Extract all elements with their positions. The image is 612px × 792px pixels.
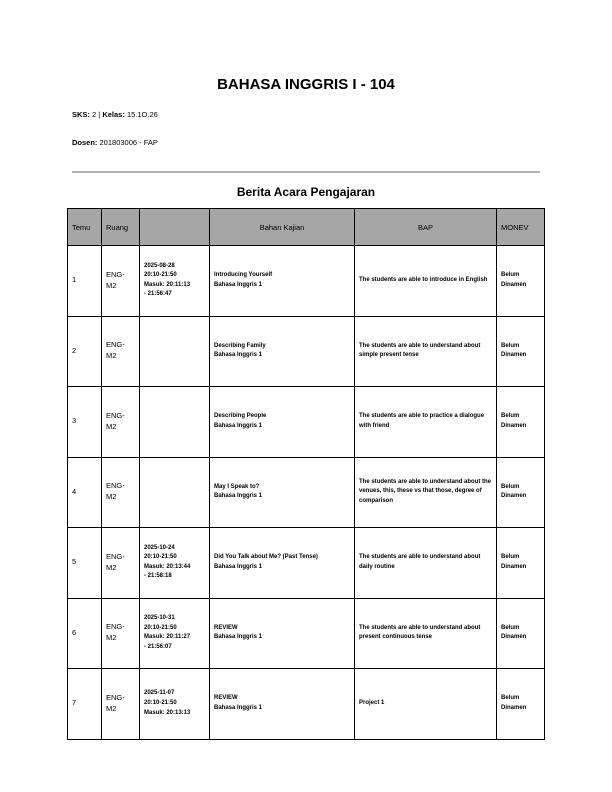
temu-cell: 5: [68, 528, 102, 599]
sks-value: 2: [92, 110, 97, 119]
monev-line: Dinamen: [501, 493, 527, 500]
monev-line: Belum: [501, 413, 520, 420]
monev-line: Dinamen: [501, 281, 527, 288]
bahan-line: Bahasa Inggris 1: [214, 634, 263, 641]
bahan-line: Bahasa Inggris 1: [214, 493, 263, 500]
waktu-cell: [140, 316, 210, 387]
table-row: [68, 528, 545, 599]
table-row: [68, 598, 545, 669]
sks-label: SKS:: [72, 110, 90, 119]
ruang-cell: ENG-M2: [102, 246, 140, 317]
bahan-line: Bahasa Inggris 1: [214, 704, 263, 711]
bap-cell: The students are able to understand about the venues, this, these vs that those, degree of comparison: [355, 457, 497, 528]
waktu-line: Masuk: 20:11:13: [144, 281, 191, 288]
ruang-cell: ENG-M2: [102, 528, 140, 599]
bahan-line: Bahasa Inggris 1: [214, 563, 263, 570]
course-info-line: [72, 110, 158, 119]
waktu-line: - 21:56:07: [144, 643, 172, 650]
bahan-line: Describing People: [214, 413, 267, 420]
temu-cell: 3: [68, 387, 102, 458]
col-header-waktu: [140, 209, 210, 246]
bahan-line: Describing Family: [214, 342, 266, 349]
monev-line: Dinamen: [501, 704, 527, 711]
bap-cell: The students are able to introduce in English: [355, 246, 497, 317]
bahan-line: Bahasa Inggris 1: [214, 352, 263, 359]
waktu-line: 20:10-21:50: [144, 624, 177, 631]
waktu-line: Masuk: 20:11:27: [144, 634, 191, 641]
waktu-cell: [140, 528, 210, 599]
col-header-bap: BAP: [355, 209, 497, 246]
table-header-row: [68, 209, 545, 246]
section-title: Berita Acara Pengajaran: [236, 185, 376, 199]
table-row: [68, 669, 545, 740]
monev-cell: [497, 598, 545, 669]
ruang-cell: ENG-M2: [102, 669, 140, 740]
monev-cell: [497, 246, 545, 317]
monev-line: Dinamen: [501, 563, 527, 570]
ruang-cell: ENG-M2: [102, 457, 140, 528]
divider: [72, 171, 540, 173]
bahan-kajian-cell: [210, 669, 355, 740]
monev-line: Belum: [501, 695, 520, 702]
bahan-kajian-cell: [210, 598, 355, 669]
waktu-line: - 21:56:47: [144, 291, 172, 298]
waktu-cell: [140, 246, 210, 317]
waktu-line: 2025-10-24: [144, 544, 175, 551]
col-header-bahan-kajian: Bahan Kajian: [210, 209, 355, 246]
waktu-line: 2025-10-31: [144, 615, 175, 622]
waktu-line: Masuk: 20:13:13: [144, 709, 191, 716]
waktu-cell: [140, 457, 210, 528]
waktu-cell: [140, 669, 210, 740]
monev-line: Dinamen: [501, 634, 527, 641]
monev-cell: [497, 528, 545, 599]
monev-line: Dinamen: [501, 422, 527, 429]
col-header-monev: MONEV: [497, 209, 545, 246]
waktu-line: 20:10-21:50: [144, 699, 177, 706]
temu-cell: 6: [68, 598, 102, 669]
monev-line: Belum: [501, 342, 520, 349]
monev-cell: [497, 457, 545, 528]
bahan-line: May I Speak to?: [214, 483, 260, 490]
bap-cell: Project 1: [355, 669, 497, 740]
monev-cell: [497, 387, 545, 458]
waktu-line: 20:10-21:50: [144, 554, 177, 561]
waktu-cell: [140, 387, 210, 458]
waktu-line: 2025-11-07: [144, 690, 175, 697]
kelas-value: 15.1O.26: [126, 110, 158, 119]
bahan-line: REVIEW: [214, 695, 238, 702]
dosen-label: Dosen:: [72, 138, 98, 147]
bahan-line: REVIEW: [214, 624, 238, 631]
monev-line: Dinamen: [501, 352, 527, 359]
bahan-line: Bahasa Inggris 1: [214, 422, 263, 429]
waktu-line: - 21:58:18: [144, 573, 172, 580]
col-header-temu: Temu: [68, 209, 102, 246]
bahan-kajian-cell: [210, 528, 355, 599]
bahan-line: Introducing Yourself: [214, 272, 273, 279]
table-row: [68, 246, 545, 317]
bahan-kajian-cell: [210, 387, 355, 458]
monev-line: Belum: [501, 483, 520, 490]
bap-cell: The students are able to understand about simple present tense: [355, 316, 497, 387]
table-row: [68, 457, 545, 528]
bahan-line: Did You Talk about Me? (Past Tense): [214, 554, 318, 561]
col-header-ruang: Ruang: [102, 209, 140, 246]
waktu-line: Masuk: 20:13:44: [144, 563, 191, 570]
table-row: [68, 316, 545, 387]
bap-cell: The students are able to understand about present continuous tense: [355, 598, 497, 669]
bap-table: [67, 208, 545, 740]
monev-cell: [497, 669, 545, 740]
waktu-line: 20:10-21:50: [144, 272, 177, 279]
temu-cell: 1: [68, 246, 102, 317]
bahan-kajian-cell: [210, 246, 355, 317]
ruang-cell: ENG-M2: [102, 387, 140, 458]
separator: |: [98, 110, 101, 119]
bahan-kajian-cell: [210, 457, 355, 528]
monev-cell: [497, 316, 545, 387]
monev-line: Belum: [501, 272, 520, 279]
waktu-cell: [140, 598, 210, 669]
monev-line: Belum: [501, 554, 520, 561]
lecturer-info-line: [72, 138, 158, 147]
temu-cell: 2: [68, 316, 102, 387]
kelas-label: Kelas:: [102, 110, 125, 119]
temu-cell: 4: [68, 457, 102, 528]
bahan-kajian-cell: [210, 316, 355, 387]
page-title: BAHASA INGGRIS I - 104: [217, 76, 395, 93]
monev-line: Belum: [501, 624, 520, 631]
table-row: [68, 387, 545, 458]
ruang-cell: ENG-M2: [102, 316, 140, 387]
bahan-line: Bahasa Inggris 1: [214, 281, 263, 288]
temu-cell: 7: [68, 669, 102, 740]
bap-cell: The students are able to practice a dialogue with friend: [355, 387, 497, 458]
waktu-line: 2025-08-28: [144, 262, 175, 269]
bap-cell: The students are able to understand about daily routine: [355, 528, 497, 599]
ruang-cell: ENG-M2: [102, 598, 140, 669]
dosen-value: 201803006 - FAP: [99, 138, 158, 147]
